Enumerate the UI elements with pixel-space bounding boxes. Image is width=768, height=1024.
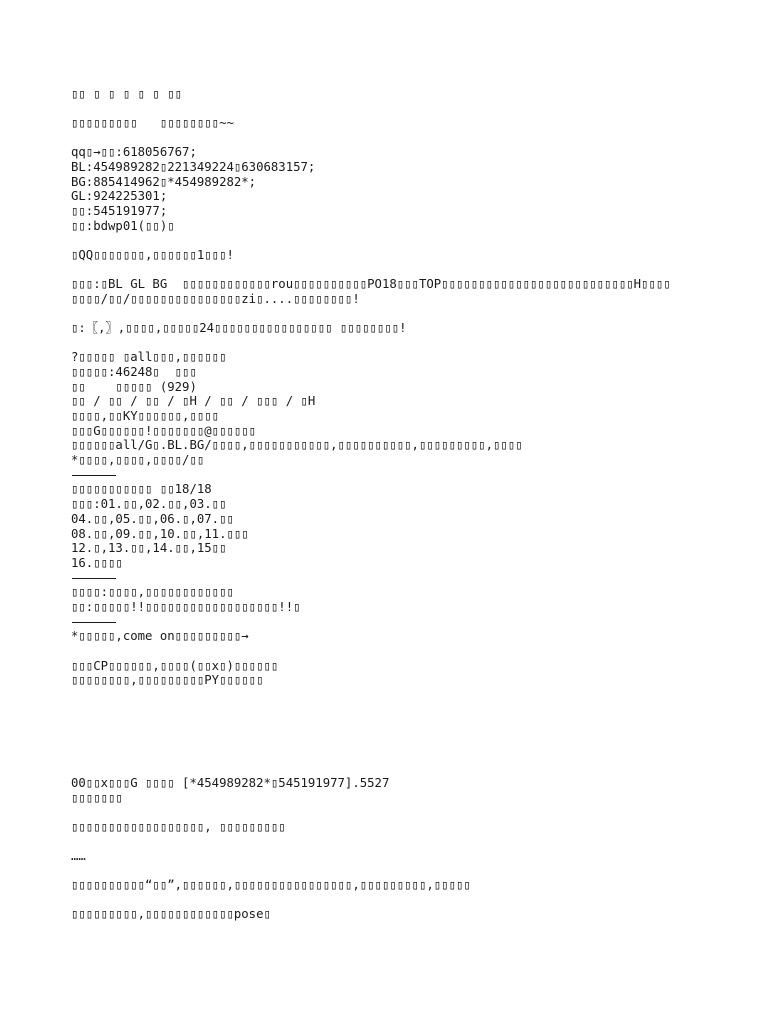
document-text-line: 16.▯▯▯▯ bbox=[71, 555, 123, 570]
document-text-line: ▯▯▯▯▯▯▯▯▯▯“▯▯”,▯▯▯▯▯▯,▯▯▯▯▯▯▯▯▯▯▯▯▯▯▯▯,▯▯▯▯▯▯▯▯▯,▯▯▯▯▯ bbox=[71, 878, 471, 893]
blank-line bbox=[71, 336, 731, 351]
blank-line bbox=[71, 893, 731, 908]
document-text-line: *▯▯▯▯▯,come on▯▯▯▯▯▯▯▯▯→ bbox=[71, 629, 249, 644]
document-text-line: ▯▯▯G▯▯▯▯▯▯!▯▯▯▯▯▯▯@▯▯▯▯▯▯ bbox=[71, 423, 257, 438]
document-text-line: 12.▯,13.▯▯,14.▯▯,15▯▯ bbox=[71, 541, 227, 556]
document-text-line: ▯▯▯:01.▯▯,02.▯▯,03.▯▯ bbox=[71, 497, 227, 512]
document-text-line: ▯▯:545191977; bbox=[71, 204, 168, 219]
document-text-line: ▯▯▯▯▯▯▯▯▯▯▯▯▯▯▯▯▯▯, ▯▯▯▯▯▯▯▯▯ bbox=[71, 819, 286, 834]
section-divider bbox=[71, 615, 731, 630]
document-text-line: ▯▯ ▯ ▯ ▯ ▯ ▯ ▯▯ bbox=[71, 87, 183, 101]
document-text-line: ▯▯▯:▯BL GL BG ▯▯▯▯▯▯▯▯▯▯▯▯rou▯▯▯▯▯▯▯▯▯▯PO18▯▯▯TOP▯▯▯▯▯▯▯▯▯▯▯▯▯▯▯▯▯▯▯▯▯▯▯▯▯▯H▯▯▯▯ bbox=[71, 277, 671, 292]
document-text-line: ▯▯ / ▯▯ / ▯▯ / ▯H / ▯▯ / ▯▯▯ / ▯H bbox=[71, 394, 316, 409]
document-text-line: 08.▯▯,09.▯▯,10.▯▯,11.▯▯▯ bbox=[71, 526, 249, 541]
section-divider bbox=[71, 468, 731, 483]
document-page bbox=[71, 87, 731, 922]
blank-line bbox=[71, 234, 731, 249]
document-text-line: GL:924225301; bbox=[71, 189, 168, 204]
blank-line bbox=[71, 805, 731, 820]
document-text-line: ▯▯:▯▯▯▯▯!!▯▯▯▯▯▯▯▯▯▯▯▯▯▯▯▯▯▯!!▯ bbox=[71, 599, 301, 614]
document-text-line: ▯▯:bdwp01(▯▯)▯ bbox=[71, 218, 175, 233]
document-text-line: ▯▯▯▯,▯▯KY▯▯▯▯▯▯,▯▯▯▯ bbox=[71, 409, 220, 423]
document-text-line: *▯▯▯▯,▯▯▯▯,▯▯▯▯/▯▯ bbox=[71, 453, 205, 468]
document-text-line: …… bbox=[71, 848, 86, 863]
section-divider bbox=[71, 571, 731, 586]
blank-line bbox=[71, 834, 731, 849]
document-text-line: ▯▯▯▯▯▯▯▯▯ ▯▯▯▯▯▯▯▯~~ bbox=[71, 116, 234, 131]
document-text-line: ▯▯ ▯▯▯▯▯ (929) bbox=[71, 379, 197, 394]
blank-line bbox=[71, 644, 731, 659]
document-text-line: ▯▯▯▯▯▯▯▯,▯▯▯▯▯▯▯▯▯PY▯▯▯▯▯▯ bbox=[71, 673, 264, 688]
blank-space bbox=[71, 688, 731, 776]
document-text-line: ▯▯▯CP▯▯▯▯▯▯,▯▯▯▯(▯▯x▯)▯▯▯▯▯▯ bbox=[71, 658, 279, 673]
document-text-line: ▯▯▯▯▯▯all/G▯.BL.BG/▯▯▯▯,▯▯▯▯▯▯▯▯▯▯▯,▯▯▯▯▯▯▯▯▯▯,▯▯▯▯▯▯▯▯▯,▯▯▯▯ bbox=[71, 438, 523, 453]
blank-line bbox=[71, 131, 731, 146]
blank-line bbox=[71, 102, 731, 117]
document-text-line: ▯▯▯▯▯:46248▯ ▯▯▯ bbox=[71, 364, 197, 379]
document-text-line: BL:454989282▯221349224▯630683157; bbox=[71, 160, 316, 175]
document-text-line: ▯▯▯▯▯▯▯▯▯,▯▯▯▯▯▯▯▯▯▯▯▯pose▯ bbox=[71, 907, 271, 922]
document-text-line: ▯▯▯▯:▯▯▯▯,▯▯▯▯▯▯▯▯▯▯▯▯ bbox=[71, 585, 234, 600]
document-text-line: 04.▯▯,05.▯▯,06.▯,07.▯▯ bbox=[71, 511, 234, 526]
blank-line bbox=[71, 307, 731, 322]
document-text-line: BG:885414962▯*454989282*; bbox=[71, 174, 257, 189]
document-text-line: ?▯▯▯▯▯ ▯all▯▯▯,▯▯▯▯▯▯ bbox=[71, 350, 227, 365]
document-text-line: ▯▯▯▯▯▯▯ bbox=[71, 790, 123, 805]
blank-line bbox=[71, 864, 731, 879]
document-text-line: ▯:〖,〗,▯▯▯▯,▯▯▯▯▯24▯▯▯▯▯▯▯▯▯▯▯▯▯▯▯▯ ▯▯▯▯▯▯▯▯! bbox=[71, 321, 407, 336]
document-text-line: ▯▯▯▯▯▯▯▯▯▯▯ ▯▯18/18 bbox=[71, 482, 212, 497]
document-text-line: ▯QQ▯▯▯▯▯▯▯,▯▯▯▯▯▯1▯▯▯! bbox=[71, 248, 234, 262]
blank-line bbox=[71, 263, 731, 278]
document-text-line: 00▯▯x▯▯▯G ▯▯▯▯ [*454989282*▯545191977].5527 bbox=[71, 775, 390, 790]
document-text-line: qq▯→▯▯:618056767; bbox=[71, 145, 197, 160]
document-text-line: ▯▯▯▯/▯▯/▯▯▯▯▯▯▯▯▯▯▯▯▯▯▯zi▯....▯▯▯▯▯▯▯▯! bbox=[71, 291, 360, 306]
